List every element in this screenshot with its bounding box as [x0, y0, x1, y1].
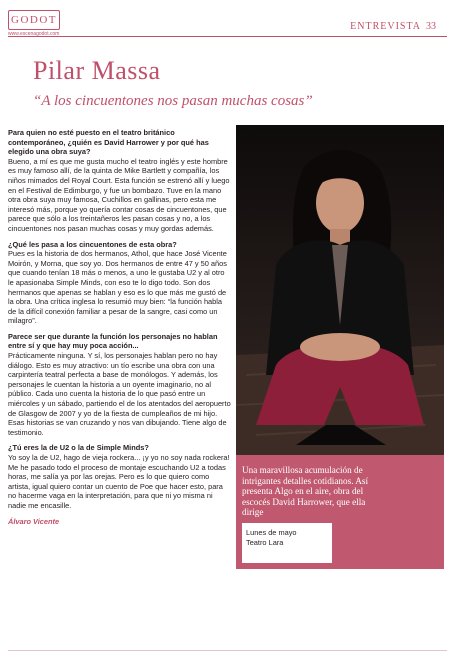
qa-block — [8, 240, 232, 326]
answer: Bueno, a mí es que me gusta mucho el teatro inglés y este hombre es muy famoso allí, de la quinta de Mike Bartlett y compañía, los niños mimados del Royal Court. Esta función se estrenó allí y luego en el Festival de Edimburgo, y fue un bombazo. Tuve en la mano otra obra suya muy famosa, Cuchillos en gallinas, pero esta me interesó más, porque yo quería contar cosas de cincuentones, que parece que sólo a los treintañeros les pasan cosas y no, a los cincuentones nos pasan muchas cosas y muy gordas además. — [8, 156, 230, 233]
caption-text: Una maravillosa acumulación de intrigantes detalles cotidianos. Así presenta Algo en el aire, obra del escocés David Harrower, que ella dirige — [242, 465, 369, 518]
article-subtitle: “A los cincuentones nos pasan muchas cosas” — [33, 93, 313, 109]
logo-text: GODOT — [11, 14, 57, 26]
magazine-logo — [8, 10, 60, 30]
schedule-days: Lunes de mayo — [246, 528, 297, 537]
interview-column — [8, 128, 232, 526]
question: Parece ser que durante la función los personajes no hablan entre sí y que hay muy poca acción... — [8, 331, 218, 351]
qa-block — [8, 332, 232, 438]
qa-block — [8, 443, 232, 510]
portrait-photo — [236, 125, 444, 455]
question: ¿Tú eres la de U2 o la de Simple Minds? — [8, 443, 149, 453]
answer: Prácticamente ninguna. Y sí, los personajes hablan pero no hay diálogo. Esto es muy atractivo: un tío escribe una obra con una carpintería teatral perfecta a base de monólogos. Y además, los personajes le cuentan la historia a un oyente imaginario, no al público. Cada uno cuenta la historia de lo que pasó entre un miércoles y un sábado, partiendo el de los atentados del aeropuerto de Glasgow de 2007 y yo de la fiesta de cumpleaños de mi hijo. Esas historias se van cruzando y nos van dibujando. Tiene algo de testimonio. — [8, 351, 231, 437]
answer: Yo soy la de U2, hago de vieja rockera... ¡y yo no soy nada rockera! Me he pasado todo el proceso de montaje escuchando U2 a todas horas, me salía ya por las orejas. Pero es lo que quiero como artista, igual quiero contar un cuento de Poe que hacer esto, para no hacerme vaga en la interpretación, para que ni yo misma ni nadie me encasille. — [8, 453, 230, 510]
question: Para quien no esté puesto en el teatro británico contemporáneo, ¿quién es David Harrower y por qué has elegido una obra suya? — [8, 128, 209, 157]
logo-url: www.escenagodot.com — [8, 31, 60, 37]
photo-caption-box — [236, 455, 444, 569]
qa-block — [8, 128, 232, 234]
answer: Pues es la historia de dos hermanos, Athol, que hace José Vicente Moirón, y Morna, que soy yo. Dos hermanos de entre 47 y 50 años que cuando tenían 18 más o menos, a uno le gustaba U2 y al otro le apasionaba Simple Minds, con eso te lo digo todo. Son dos hermanos que apenas se hablan y eso es lo que más me gustó de la obra. Una crítica inglesa lo resumió muy bien: “la función habla de la difícil conexión familiar a pesar de la sangre, casi como un milagro”. — [8, 249, 227, 326]
footer-divider — [8, 650, 447, 651]
header-divider — [8, 36, 447, 37]
author-signature: Álvaro Vicente — [8, 516, 60, 526]
schedule-venue: Teatro Lara — [246, 538, 284, 547]
article-title: Pilar Massa — [33, 56, 161, 85]
schedule-box — [242, 523, 332, 563]
question: ¿Qué les pasa a los cincuentones de esta obra? — [8, 239, 177, 249]
section-label: ENTREVISTA — [350, 21, 421, 32]
page-number: 33 — [426, 21, 436, 32]
portrait-illustration — [236, 125, 444, 455]
